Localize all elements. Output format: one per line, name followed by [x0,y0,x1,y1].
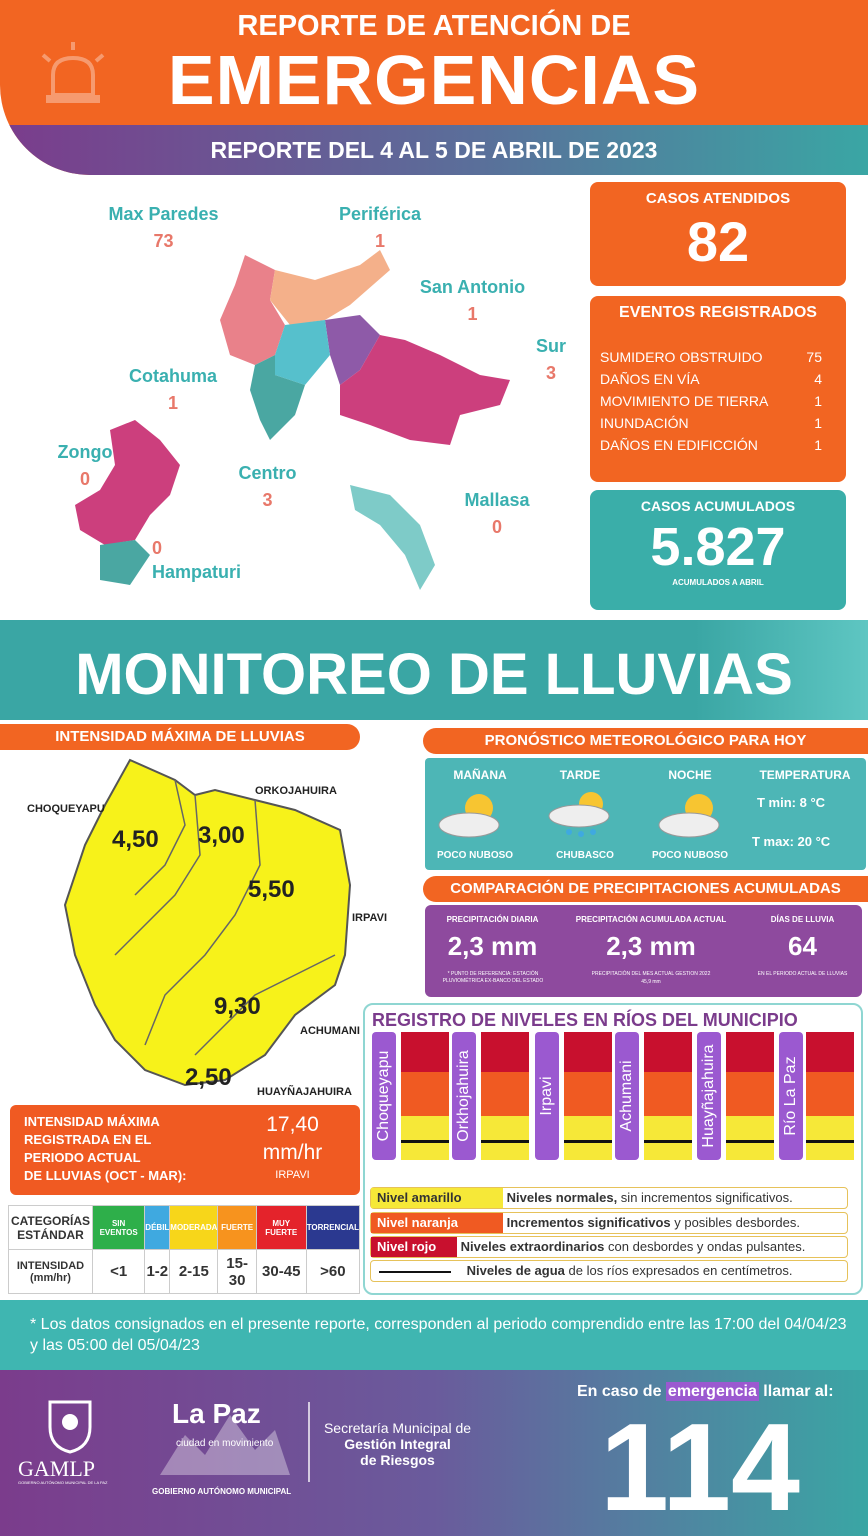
casos-value: 82 [686,210,750,273]
point-label-irpavi: IRPAVI [352,912,388,924]
range-moderada: 2-15 [170,1250,218,1294]
nota-text: * Los datos consignados en el presente reporte, corresponden al periodo comprendido entre las 17:00 del 04/04/23 y las 05:00 del 05/04/23 [30,1316,847,1354]
range-fuerte: 15-30 [218,1250,256,1294]
district-hampaturi-name: Hampaturi [152,562,242,582]
cat-fuerte: FUERTE [218,1206,256,1250]
river-bar-rio-la-paz [806,1032,854,1160]
range-sin-eventos: <1 [93,1250,145,1294]
range-muy-fuerte: 30-45 [256,1250,306,1294]
point-value-huaynajahuira: 2,50 [185,1064,232,1091]
desc-tarde: CHUBASCO [556,850,614,861]
river-bar-choqueyapu [401,1032,449,1160]
secretaria-text: Secretaría Municipal de Gestión Integral de Riesgos [323,1420,472,1468]
la-paz-logo-sub: ciudad en movimiento [176,1438,274,1449]
intensidad-max-box [10,1105,360,1195]
acumulados-box [590,490,846,610]
eventos-list [600,346,822,456]
river-bar-achumani [644,1032,692,1160]
point-value-choqueyapu: 4,50 [112,826,159,853]
casos-atendidos-box [590,182,846,286]
partly-cloudy-icon [655,790,727,840]
monitoreo-banner [0,620,868,720]
river-label-rio-la-paz: Río La Paz [779,1032,803,1160]
desc-noche: POCO NUBOSO [651,850,729,861]
legend-naranja: Nivel naranja Incrementos significativos y posibles desbordes. [370,1212,848,1234]
nota-band [0,1300,868,1370]
cat-torrencial: TORRENCIAL [306,1206,359,1250]
district-sur: Sur 3 [535,336,566,383]
river-bar-irpavi [564,1032,612,1160]
evento-row: MOVIMIENTO DE TIERRA 1 [600,393,822,409]
river-label-orkhojahuira: Orkhojahuira [452,1032,476,1160]
legend-amarillo: Nivel amarillo Niveles normales, sin incrementos significativos. [370,1187,848,1209]
report-date: REPORTE DEL 4 AL 5 DE ABRIL DE 2023 [210,137,658,163]
period-tarde: TARDE [559,768,601,782]
intensidad-max-label: INTENSIDAD MÁXIMA REGISTRADA EN EL PERIODO ACTUAL DE LLUVIAS (OCT - MAR): [24,1114,187,1183]
point-value-achumani: 9,30 [214,993,261,1020]
legend-linea: Niveles de agua de los ríos expresados en centímetros. [370,1260,848,1282]
district-hampaturi-value: 0 [152,538,163,558]
river-bar-orkhojahuira [481,1032,529,1160]
header-title: EMERGENCIAS [167,41,701,119]
range-torrencial: >60 [306,1250,359,1294]
cat-muy-fuerte: MUY FUERTE [256,1206,306,1250]
eventos-label: EVENTOS REGISTRADOS [619,304,817,321]
gamlp-sub: GOBIERNO AUTÓNOMO MUNICIPAL DE LA PAZ [18,1480,108,1485]
la-paz-logo-text: La Paz [172,1398,261,1429]
legend-rojo: Nivel rojo Niveles extraordinarios con desbordes y ondas pulsantes. [370,1236,848,1258]
header-subtitle: REPORTE DE ATENCIÓN DE [237,10,631,42]
river-label-huaynajahuira: Huayñajahuira [697,1032,721,1160]
district-mallasa: Mallasa 0 [464,490,530,537]
categorias-label: CATEGORÍAS ESTÁNDAR [9,1206,93,1250]
shower-icon [545,790,617,840]
cat-debil: DÉBIL [145,1206,170,1250]
monitoreo-title: MONITOREO DE LLUVIAS [75,642,793,707]
partly-cloudy-icon [435,790,507,840]
point-label-orkojahuira: ORKOJAHUIRA [255,785,337,797]
district-centro: Centro 3 [238,463,297,510]
river-bar-huaynajahuira [726,1032,774,1160]
point-label-choqueyapu: CHOQUEYAPU [27,803,105,815]
evento-row: SUMIDERO OBSTRUIDO 75 [600,349,822,365]
evento-row: DAÑOS EN VÍA 4 [600,371,822,387]
district-cotahuma: Cotahuma 1 [128,366,217,413]
period-manana: MAÑANA [453,768,507,782]
cat-moderada: MODERADA [170,1206,218,1250]
coat-of-arms-icon [40,1392,100,1454]
rios-title: REGISTRO DE NIVELES EN RÍOS DEL MUNICIPIO [372,1010,798,1030]
point-label-achumani: ACHUMANI [300,1025,360,1037]
point-value-orkojahuira: 3,00 [198,822,245,849]
evento-row: INUNDACIÓN 1 [600,415,822,431]
district-san-antonio: San Antonio 1 [419,277,526,324]
district-max-paredes: Max Paredes 73 [108,204,219,251]
comparacion-title: COMPARACIÓN DE PRECIPITACIONES ACUMULADAS [423,876,868,902]
evento-row: DAÑOS EN EDIFICCIÓN 1 [600,437,822,453]
river-label-irpavi: Irpavi [535,1032,559,1160]
tmin: T min: 8 °C [757,795,826,810]
casos-label: CASOS ATENDIDOS [645,190,791,207]
range-debil: 1-2 [145,1250,170,1294]
intensidad-title: INTENSIDAD MÁXIMA DE LLUVIAS [0,724,360,750]
tmax: T max: 20 °C [752,834,831,849]
temperatura-label: TEMPERATURA [759,768,851,782]
point-label-huaynajahuira: HUAYÑAJAHUIRA [257,1086,352,1098]
acumulados-value: 5.827 [650,517,786,577]
pronostico-title: PRONÓSTICO METEOROLÓGICO PARA HOY [423,728,868,754]
call-label: En caso de emergencia llamar al: [577,1383,834,1400]
river-label-choqueyapu: Choqueyapu [372,1032,396,1160]
river-label-achumani: Achumani [615,1032,639,1160]
district-zongo: Zongo 0 [57,442,113,489]
acumulados-label: CASOS ACUMULADOS [640,498,796,514]
gamlp-logo-text: GAMLP [18,1456,96,1481]
water-level-line-icon [379,1271,451,1273]
gobierno-label: GOBIERNO AUTÓNOMO MUNICIPAL [152,1487,292,1496]
intensidad-label: INTENSIDAD (mm/hr) [9,1250,93,1294]
cat-sin-eventos: SIN EVENTOS [93,1206,145,1250]
period-noche: NOCHE [668,768,712,782]
desc-manana: POCO NUBOSO [436,850,514,861]
eventos-box [590,296,846,482]
acumulados-note: ACUMULADOS A ABRIL [672,578,764,587]
emergency-phone[interactable]: 114 [599,1399,801,1536]
footer-divider [308,1402,310,1482]
district-periferica: Periférica 1 [338,204,422,251]
categorias-table [8,1205,360,1294]
comparacion-panel: PRECIPITACIÓN DIARIA 2,3 mm * PUNTO DE REFERENCIA: ESTACIÓN PLUVIOMÉTRICA EX-BANCO DEL ESTADO PRECIPITACIÓN ACUMULADA ACTUAL 2,3 mm PRECIPITACIÓN DEL MES ACTUAL GESTION 2022 45,9 mm DÍAS DE LLUVIA 64 EN EL PERIODO ACTUAL DE LLUVIAS [425,905,862,997]
point-value-irpavi: 5,50 [248,876,295,903]
intensidad-max-value-group: 17,40 mm/hr IRPAVI [262,1113,323,1181]
